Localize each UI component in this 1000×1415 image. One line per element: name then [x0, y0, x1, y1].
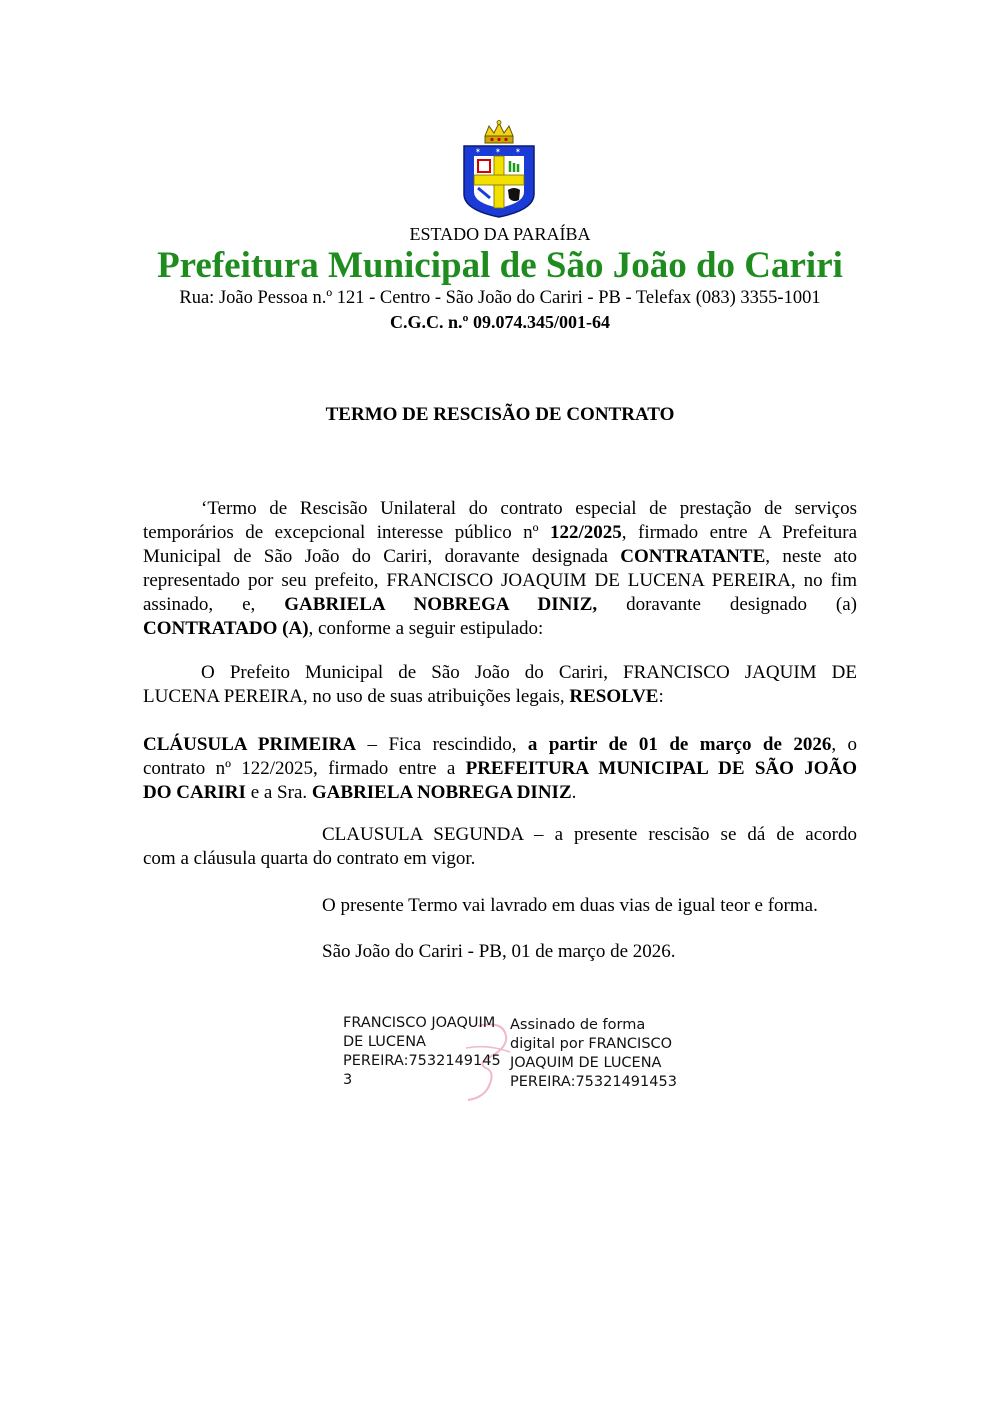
- text-line: [143, 545, 857, 569]
- signature-line: JOAQUIM DE LUCENA: [510, 1055, 662, 1071]
- signature-line: FRANCISCO JOAQUIM: [343, 1015, 496, 1031]
- svg-text:✶: ✶: [515, 147, 521, 155]
- text-span: , conforme a seguir estipulado:: [308, 618, 544, 639]
- text-line: [143, 661, 857, 685]
- text-line: O presente Termo vai lavrado em duas vias de igual teor e forma.: [322, 895, 818, 916]
- text-line: [143, 617, 857, 641]
- closing-statement: [143, 894, 857, 918]
- municipality-name: PREFEITURA MUNICIPAL DE SÃO JOÃO: [465, 758, 857, 779]
- municipal-coat-of-arms-icon: [461, 120, 537, 218]
- contratante-label: CONTRATANTE: [620, 546, 766, 567]
- signature-line: PEREIRA:7532149145: [343, 1053, 501, 1069]
- text-span: , o: [831, 734, 858, 755]
- text-span: representado por seu prefeito, FRANCISCO JOAQUIM DE LUCENA PEREIRA, no fim: [143, 570, 857, 591]
- contract-number: 122/2025: [550, 522, 622, 543]
- text-line: [143, 685, 857, 709]
- text-line: [143, 733, 857, 757]
- text-span: :: [658, 686, 664, 707]
- text-span: CLAUSULA SEGUNDA – a presente rescisão se dá de acordo: [322, 824, 857, 845]
- paragraph-resolve: [143, 661, 857, 709]
- effective-date: a partir de 01 de março de 2026: [527, 734, 832, 755]
- signature-line: digital por FRANCISCO: [510, 1036, 673, 1052]
- text-line: [143, 497, 857, 521]
- signature-line: Assinado de forma: [510, 1017, 646, 1033]
- text-span: Municipal de São João do Cariri, doravante designada: [143, 546, 621, 567]
- contratado-label: CONTRATADO (A): [143, 618, 309, 639]
- paragraph-intro: [143, 497, 857, 641]
- contractor-name: GABRIELA NOBREGA DINIZ,: [284, 594, 598, 615]
- svg-text:✶: ✶: [495, 147, 501, 155]
- document-title: TERMO DE RESCISÃO DE CONTRATO: [325, 404, 675, 425]
- clause-first-label: CLÁUSULA PRIMEIRA: [143, 734, 357, 755]
- text-line: [143, 569, 857, 593]
- organization-cgc: C.G.C. n.º 09.074.345/001-64: [390, 312, 610, 332]
- text-span: temporários de excepcional interesse público nº: [143, 522, 550, 543]
- signature-line: PEREIRA:75321491453: [510, 1074, 677, 1090]
- organization-title: Prefeitura Municipal de São João do Cariri: [157, 245, 843, 286]
- state-name: ESTADO DA PARAÍBA: [409, 224, 591, 244]
- text-span: .: [571, 782, 577, 803]
- text-span: – Fica rescindido,: [356, 734, 528, 755]
- text-span: , firmado entre A Prefeitura: [621, 522, 857, 543]
- text-span: contrato nº 122/2025, firmado entre a: [143, 758, 466, 779]
- text-span: com a cláusula quarta do contrato em vigor.: [143, 848, 476, 869]
- clause-second: [143, 823, 857, 871]
- text-span: , neste ato: [765, 546, 857, 567]
- text-span: LUCENA PEREIRA, no uso de suas atribuições legais,: [143, 686, 570, 707]
- text-line: [143, 847, 857, 871]
- text-line: São João do Cariri - PB, 01 de março de 2026.: [322, 941, 676, 962]
- clause-first: [143, 733, 857, 805]
- text-span: e a Sra.: [245, 782, 312, 803]
- text-line: [143, 781, 857, 805]
- text-line: [143, 593, 857, 617]
- place-and-date: [143, 940, 857, 964]
- svg-text:✶: ✶: [475, 147, 481, 155]
- municipality-name-cont: DO CARIRI: [143, 782, 246, 803]
- organization-address: Rua: João Pessoa n.º 121 - Centro - São João do Cariri - PB - Telefax (083) 3355-1001: [179, 288, 821, 308]
- text-span: ‘Termo de Rescisão Unilateral do contrato especial de prestação de serviços: [201, 498, 857, 519]
- text-span: doravante designado (a): [597, 594, 857, 615]
- text-line: [143, 757, 857, 781]
- text-span: assinado, e,: [143, 594, 285, 615]
- signature-line: DE LUCENA: [343, 1034, 426, 1050]
- signature-line: 3: [343, 1072, 353, 1088]
- resolve-label: RESOLVE: [569, 686, 659, 707]
- text-line: [143, 521, 857, 545]
- signature-name-block: [343, 1014, 501, 1090]
- text-span: O Prefeito Municipal de São João do Cariri, FRANCISCO JAQUIM DE: [201, 662, 857, 683]
- contractor-name: GABRIELA NOBREGA DINIZ: [311, 782, 572, 803]
- signature-info-block: [510, 1016, 677, 1092]
- text-line: [143, 823, 857, 847]
